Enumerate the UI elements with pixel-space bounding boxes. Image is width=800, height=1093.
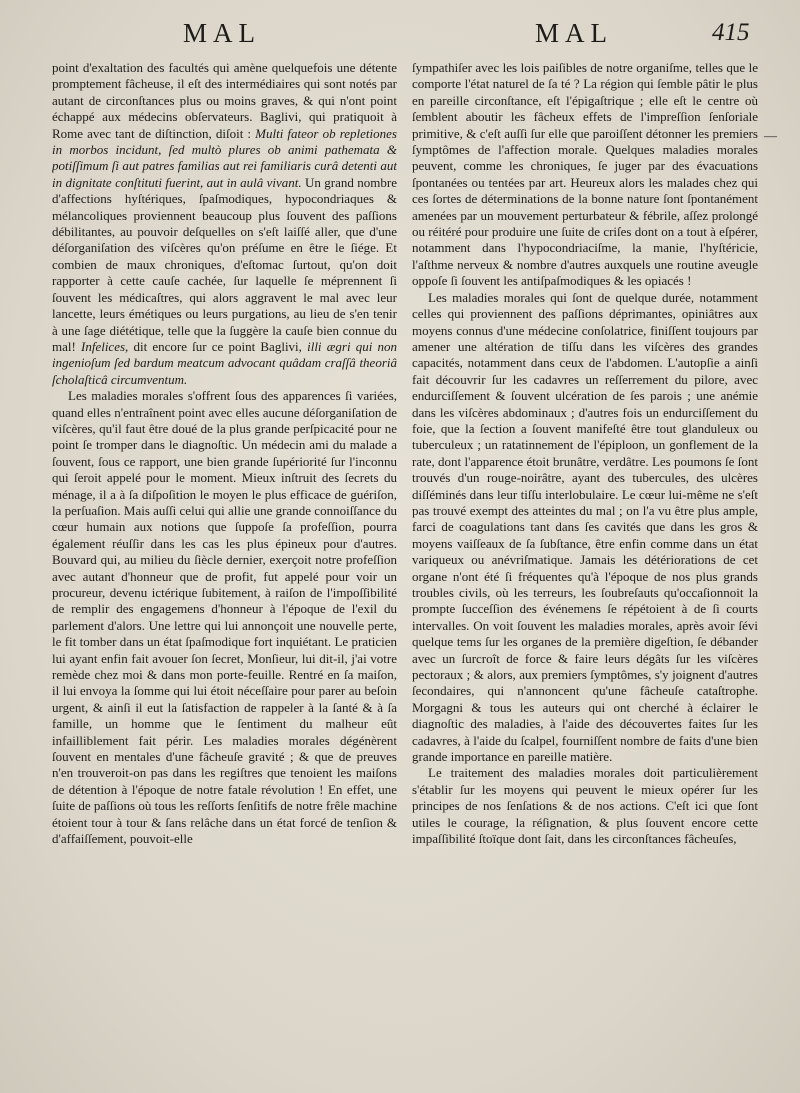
text-run: , dit encore ſur ce point Baglivi, — [125, 338, 308, 354]
paragraph: Les maladies morales qui ſont de quelque durée, notamment celles qui proviennent des paſſions déprimantes, opiniâtres aux moyens connus d'une médecine conſolatrice, finiſſent toujours par amener une altération de tiſſu dans les viſcères des grandes capacités, notamment dans ceux de l'abdomen. L'autopſie a ainſi fait découvrir ſur les cadavres un reſſerrement du pilore, avec endurciſſement & ſouvent ulcération de ſes parois ; une anémie dans les viſcères abdominaux ; d'autres fois un endurciſſement du foie, que la ſection a ſouvent manifeſté être tout glanduleux ou tuberculeux ; un ratatinnement de l'épiploon, un gonflement de la rate, dont l'apparence étoit brunâtre, verdâtre. Les poumons ſe ſont trouvés d'un rouge-noirâtre, ayant des tubercules, des ulcères diſſéminés dans leur tiſſu interlobulaire. Le cœur lui-même ne s'eſt pas trouvé exempt des atteintes du mal ; on l'a vu être plus ample, farci de coagulations tant dans ſes cavités que dans les gros & moyens vaiſſeaux de ſa ſubſtance, être enfin comme dans un état variqueux ou anévriſmatique. Jamais les détériorations de cet organe n'ont été ſi fréquentes qu'à l'époque de nos plus grands troubles civils, où les terreurs, les ſoubreſauts qu'occaſionnoit la prompte ſucceſſion des événemens ſe répétoient à de ſi courts intervalles. On voit ſouvent les maladies morales, après avoir ſévi quelque tems ſur les organes de la première digeſtion, ſe débander avec un ſurcroît de force & faire leurs dégâts ſur les viſcères pectoraux ; & alors, aux premiers ſymptômes, s'y joignent d'autres ſecondaires, qui n'annoncent qu'une fâcheuſe cataſtrophe. Morgagni & tous les auteurs qui ont cherché à éclairer le diagnoſtic des maladies, à l'aide des découvertes faites ſur les cadavres, à l'aide du ſcalpel, fourniſſent nombre de faits d'une bien grande importance en pareille matière. — [412, 289, 758, 765]
paragraph: Les maladies morales s'offrent ſous des apparences ſi variées, quand elles n'entraînent point avec elles aucune déſorganiſation de viſcères, qu'il faut être doué de la plus grande perſpicacité pour ne point ſe tromper dans le diagnoſtic. Un médecin ami du malade a ſouvent, ſous ce rapport, une bien grande ſupériorité ſur l'inconnu qui ſeroit appelé pour le moment. Mieux inſtruit des ſecrets du ménage, il a à ſa diſpoſition le moyen le plus efficace de guériſon, la perſuaſion. Mais auſſi celui qui allie une grande connoiſſance du cœur humain aux notions que ſuppoſe ſa profeſſion, pourra également réuſſir dans les cas les plus épineux pour d'autres. Bouvard qui, au milieu du ſiècle dernier, exerçoit notre profeſſion avec autant d'honneur que de profit, fut appelé pour voir un procureur, devenu ictérique ſubitement, à raiſon de l'impoſſibilité de remplir des engagemens d'honneur à l'époque de l'exil du parlement d'alors. Une lettre qui lui annonçoit une nouvelle perte, le fit tomber dans un état ſpaſmodique fort inquiétant. Le praticien lui ayant enfin fait avouer ſon ſecret, Monſieur, lui dit-il, j'ai votre remède chez moi & dans mon porte-feuille. Rentré en ſa maiſon, il lui envoya la ſomme qui lui étoit néceſſaire pour parer au beſoin urgent, & ainſi il eut la ſatisfaction de rappeler à la ſanté & à ſa famille, un homme que le ſentiment du malheur eût infailliblement fait périr. Les maladies morales dégénèrent ſouvent en mentales d'une fâcheuſe gravité ; & que de preuves n'en trouveroit-on pas dans les regiſtres que tenoient les maiſons de détention à l'époque de notre fatale révolution ! En effet, une ſuite de paſſions où tous les reſſorts ſenſitifs de notre frêle machine étoient tour à tour & ſans relâche dans un état forcé de tenſion & d'affaiſſement, pouvoit-elle — [52, 388, 397, 847]
header-left-word: MAL — [183, 18, 261, 48]
paragraph: ſympathiſer avec les lois paiſibles de notre organiſme, telles que le comporte l'état naturel de ſa té ? La région qui ſemble pâtir le plus en pareille circonſtance, eſt l'épigaſtrique ; elle eſt le centre où ſemblent aboutir les fâcheux effets de l'impreſſion ſenſoriale primitive, & c'eſt auſſi ſur elle que paroiſſent détonner les premiers ſymptômes de l'affection morale. Quelques maladies morales peuvent, comme les chroniques, ſe juger par des évacuations ſpontanées ou tentées par art. Heureux alors les malades chez qui ces ſortes de déterminations de la bonne nature ſont ſpontanément amenées par un mouvement perturbateur & fébrile, aſſez prolongé ou réitéré pour produire une ſuite de criſes dont on a tout à eſpérer, notamment dans l'hypocondriaciſme, la manie, l'hyſtéricie, l'aſthme nerveux & nombre d'autres auxquels une routine aveugle oppoſe ſi ſouvent les antiſpaſmodiques & les opiacés ! — [412, 60, 758, 289]
running-header — [0, 18, 800, 54]
left-column — [52, 60, 397, 1070]
text-run: Un grand nombre d'affections hyſtériques, ſpaſmodiques, hypocondriaques & mélancoliques proviennent beaucoup plus ſouvent des paſſions débilitantes, au pouvoir deſquelles on s'eſt laiſſé aller, que d'une déſorganiſation des viſcères qu'on préſume en être le ſiége. Et combien de maux chroniques, d'eſtomac ſurtout, qu'on doit rapporter à cette cauſe cachée, ſur laquelle ſe méprennent ſi ſouvent les médicaſtres, qui alors aggravent le mal avec leur lancette, leurs émétiques ou leurs purgations, au lieu de s'en tenir à une ſage diététique, telle que la ſuggère la cauſe bien connue du mal! — [52, 174, 397, 354]
page-number: 415 — [712, 19, 750, 46]
latin-quote: Multi fateor ob repletiones in morbos incidunt, ſed multò plures ob animi pathemata & potiſſimum ſi aut patres familias aut rei familiaris curâ detenti aut in dignitate conſtituti fuerint, aut in aulâ vivant. — [52, 125, 397, 190]
text-run: point d'exaltation des facultés qui amène quelquefois une détente promptement fâcheuse, il eſt des intermédiaires qui sont notés par autant de circonſtances plus ou moins graves, & qui n'ont point échappé aux médecins obſervateurs. Baglivi, qui pratiquoit à Rome avec tant de diſtinction, diſoit : — [52, 60, 397, 141]
paragraph: Le traitement des maladies morales doit particulièrement s'établir ſur les moyens qui peuvent le mieux opérer ſur les principes de nos ſenſations & de nos actions. C'eſt ici que ſont utiles le courage, la réſignation, & plus ſouvent encore cette impaſſibilité ſtoïque dont ſait, dans les circonſtances fâcheuſes, — [412, 765, 758, 847]
header-right-word: MAL — [535, 18, 613, 48]
right-column — [412, 60, 758, 1070]
latin-quote: illi ægri qui non ingenioſum ſed bardum meatcum advocant quâdam craſſâ theoriâ ſcholaſticâ circumventum. — [52, 338, 397, 387]
paragraph — [52, 60, 397, 388]
latin-quote: Infelices — [81, 338, 126, 354]
margin-mark: — — [764, 128, 777, 143]
